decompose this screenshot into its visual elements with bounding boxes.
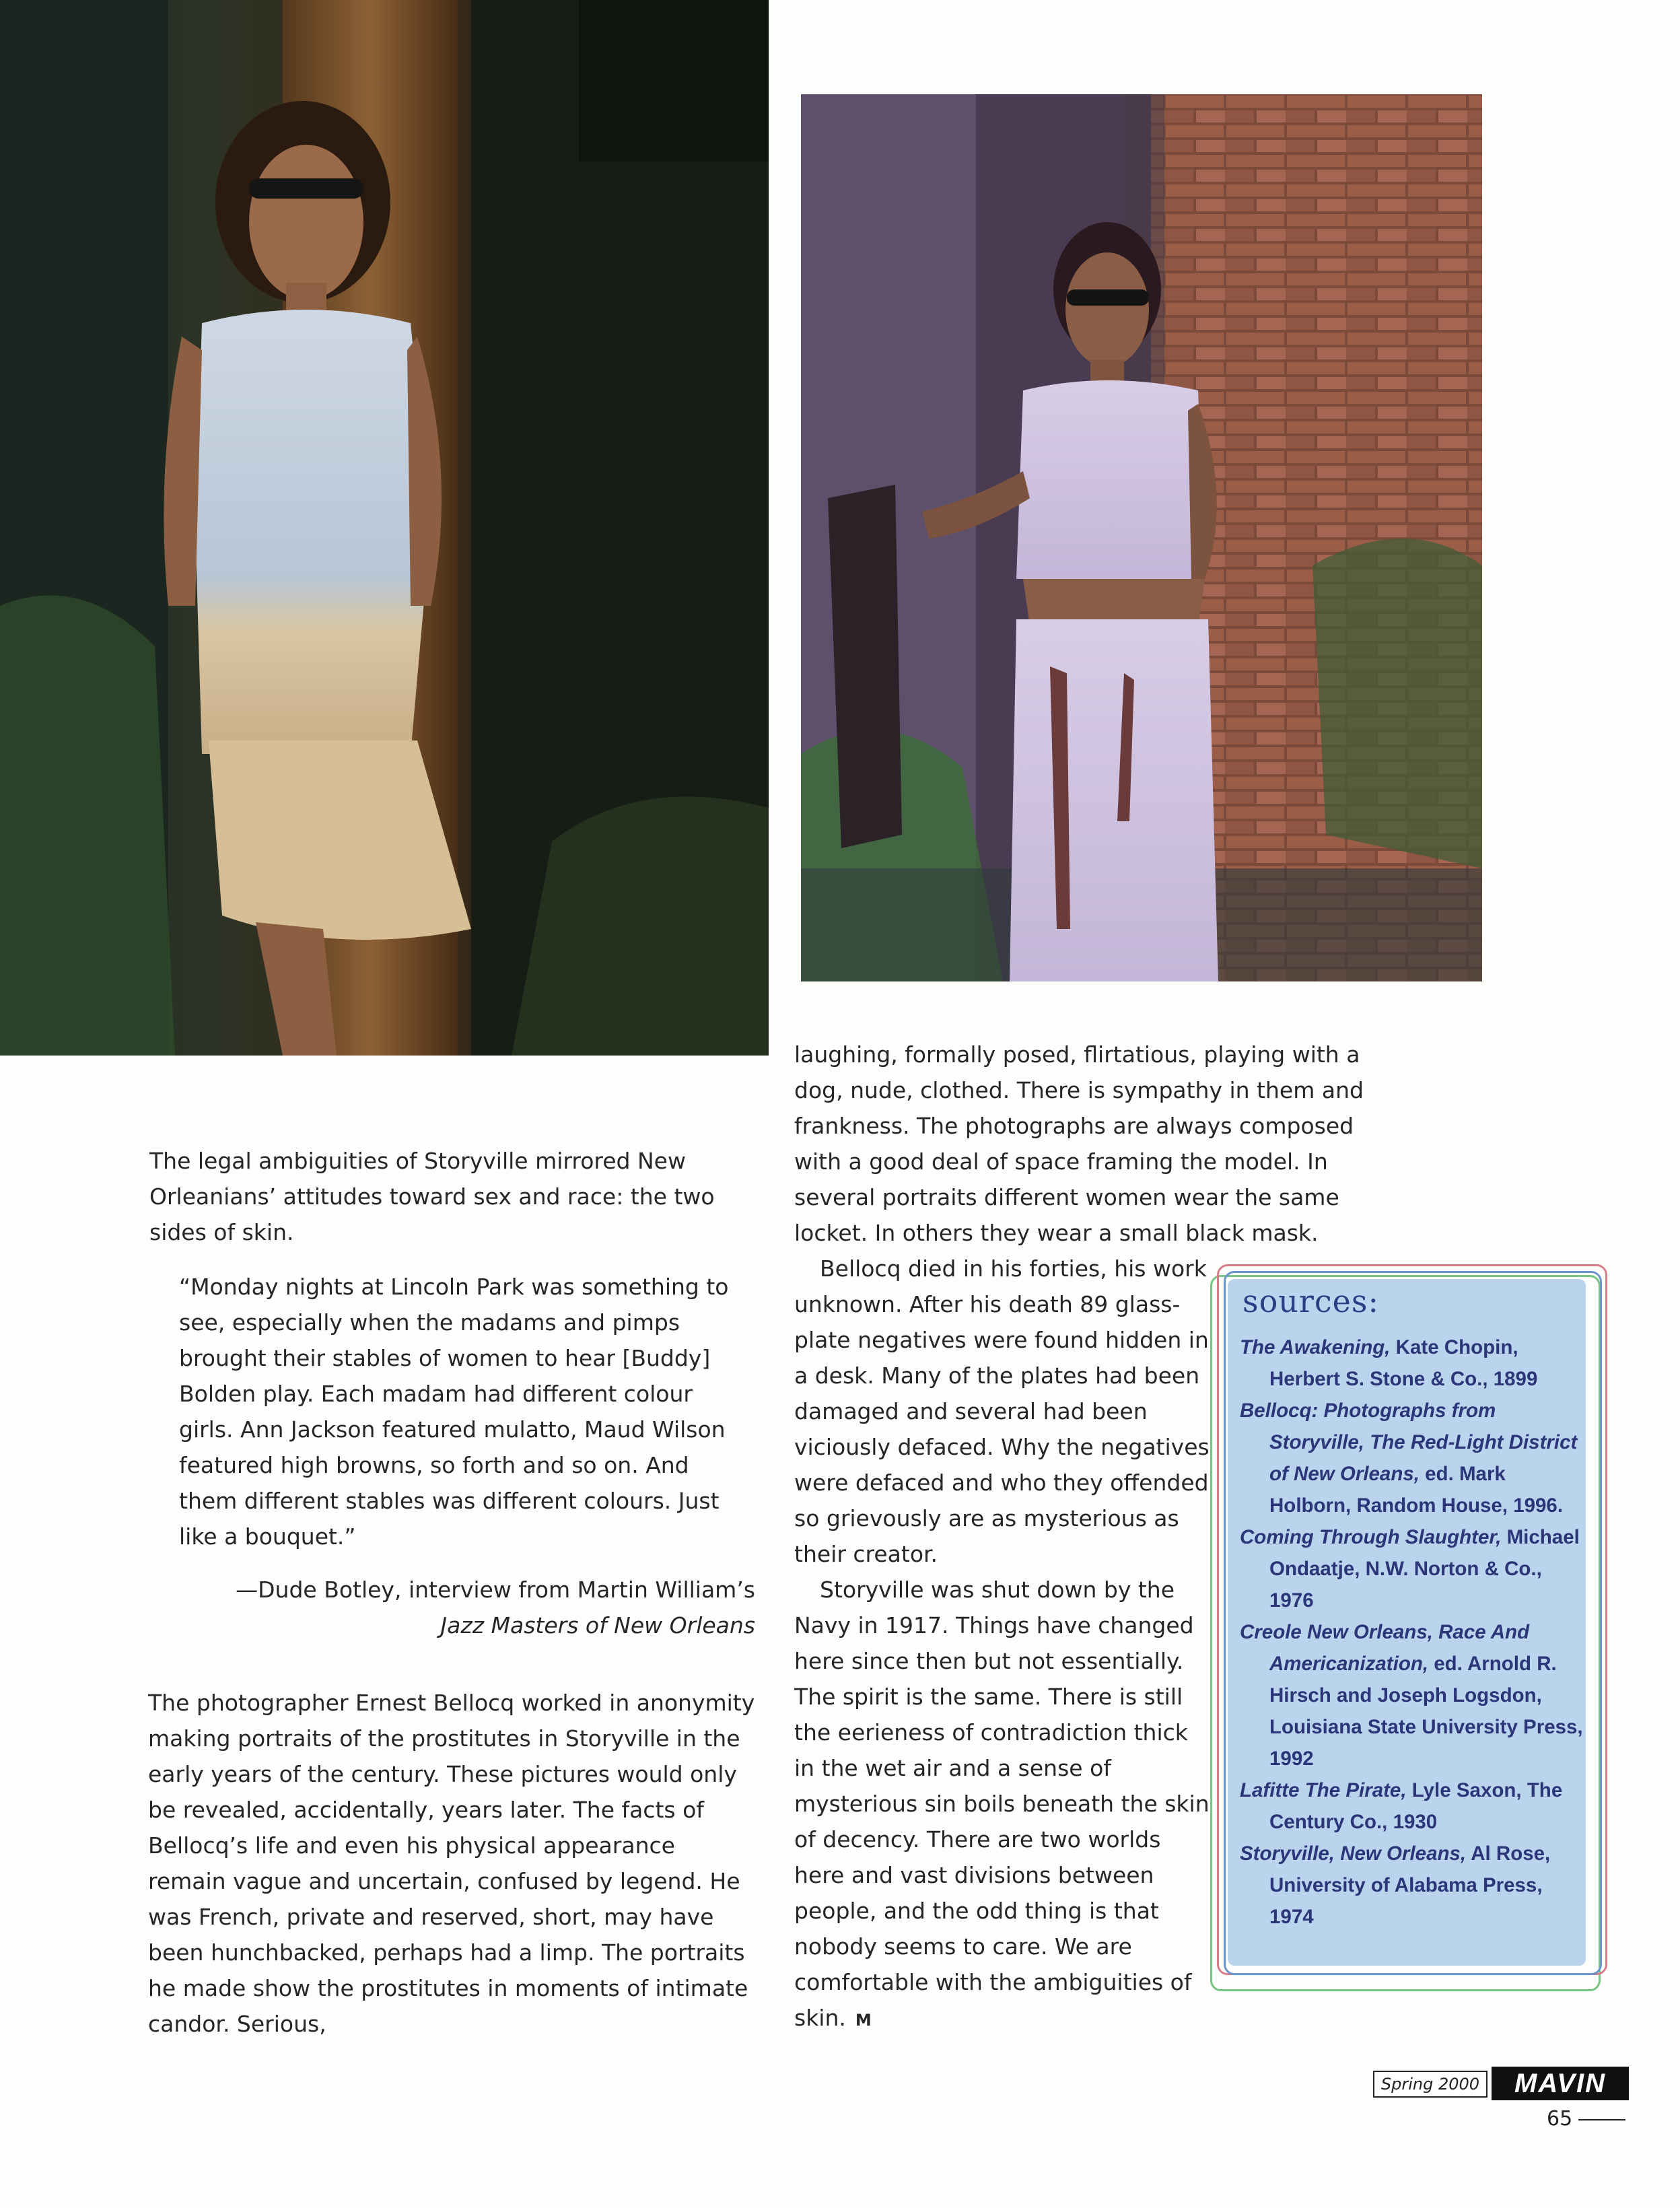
source-details: Michael Ondaatje, N.W. Norton & Co., 1976 xyxy=(1269,1526,1580,1612)
source-title: Storyville, New Orleans, xyxy=(1240,1842,1467,1865)
photo-woman-doorway-image xyxy=(0,0,769,1056)
source-details: ed. Mark Holborn, Random House, 1996. xyxy=(1269,1463,1564,1517)
source-item xyxy=(1240,1395,1583,1521)
paragraph-continued: laughing, formally posed, flirtatious, playing with a dog, nude, clothed. There is sympathy in them and frankness. The photographs are always composed with a good deal of space framing the model. In several portraits different women wear the same locket. In others they wear a small black mask. xyxy=(794,1041,1364,1246)
photo-woman-brick-wall-image xyxy=(801,94,1482,981)
quote-attribution xyxy=(149,1572,755,1643)
paragraph-bellocq-death: Bellocq died in his forties, his work unknown. After his death 89 glass-plate negatives were found hidden in a desk. Many of the plates had been damaged and several had been viciously defaced. Why the negatives were defaced and who they offended so grievously are as mysterious as their creator. xyxy=(794,1255,1210,1567)
article-column-left xyxy=(149,1143,755,2042)
paragraph-bellocq: The photographer Ernest Bellocq worked in anonymity making portraits of the prostitutes in Storyville in the early years of the century. These pictures would only be revealed, accidentally, years later. The facts of Bellocq’s life and even his physical appearance remain vague and uncertain, confused by legend. He was French, private and reserved, short, may have been hunchbacked, perhaps had a limp. The portraits he made show the prostitutes in moments of intimate candor. Serious, xyxy=(148,1690,755,2037)
closing-text: Storyville was shut down by the Navy in 1917. Things have changed here since then but not essentially. The spirit is the same. There is still the eerieness of contradiction thick in the wet air and a sense of mysterious sin boils beneath the skin of decency. There are two worlds here and vast divisions between people, and the odd thing is that nobody seems to care. We are comfortable with the ambiguities of skin. xyxy=(794,1577,1210,2031)
block-quote: “Monday nights at Lincoln Park was something to see, especially when the madams and pimps brought their stables of women to hear [Buddy] Bolden play. Each madam had different colour girls. Ann Jackson featured mulatto, Maud Wilson featured high browns, so forth and so on. And them different stables was different colours. Just like a bouquet.” xyxy=(179,1274,729,1550)
paragraph-intro: The legal ambiguities of Storyville mirrored New Orleanians’ attitudes toward sex and race: the two sides of skin. xyxy=(149,1148,715,1245)
source-item xyxy=(1240,1838,1583,1933)
source-title: The Awakening, xyxy=(1240,1336,1391,1358)
source-details: ed. Arnold R. Hirsch and Joseph Logsdon, Louisiana State University Press, 1992 xyxy=(1269,1653,1583,1770)
source-details: Kate Chopin, Herbert S. Stone & Co., 1899 xyxy=(1269,1336,1538,1390)
end-mark: M xyxy=(855,2011,872,2030)
source-title: Lafitte The Pirate, xyxy=(1240,1779,1407,1801)
source-details: Lyle Saxon, The Century Co., 1930 xyxy=(1269,1779,1563,1833)
sources-title: sources: xyxy=(1242,1283,1380,1319)
sources-list xyxy=(1240,1332,1583,1933)
photo-woman-doorway xyxy=(0,0,769,1056)
issue-label: Spring 2000 xyxy=(1373,2071,1488,2098)
sources-sidebar xyxy=(1210,1264,1609,1994)
source-title: Coming Through Slaughter, xyxy=(1240,1526,1502,1548)
source-item xyxy=(1240,1332,1583,1395)
page-number: 65 xyxy=(1547,2107,1573,2131)
photo-woman-brick-wall xyxy=(801,94,1482,981)
source-item xyxy=(1240,1774,1583,1838)
source-title: Creole New Orleans, Race And Americanization, xyxy=(1240,1621,1530,1675)
source-title: Bellocq: Photographs from Storyville, The Red-Light District of New Orleans, xyxy=(1240,1400,1578,1485)
source-item xyxy=(1240,1616,1583,1774)
magazine-logo: MAVIN xyxy=(1492,2067,1629,2100)
source-item xyxy=(1240,1521,1583,1616)
paragraph-storyville-closure xyxy=(794,1572,1212,2038)
page-footer xyxy=(1373,2065,1606,2139)
attribution-line1: —Dude Botley, interview from Martin William’s xyxy=(236,1577,755,1603)
attribution-book-title: Jazz Masters of New Orleans xyxy=(440,1612,755,1638)
source-details: Al Rose, University of Alabama Press, 1974 xyxy=(1269,1842,1551,1928)
page-number-rule xyxy=(1578,2119,1625,2120)
